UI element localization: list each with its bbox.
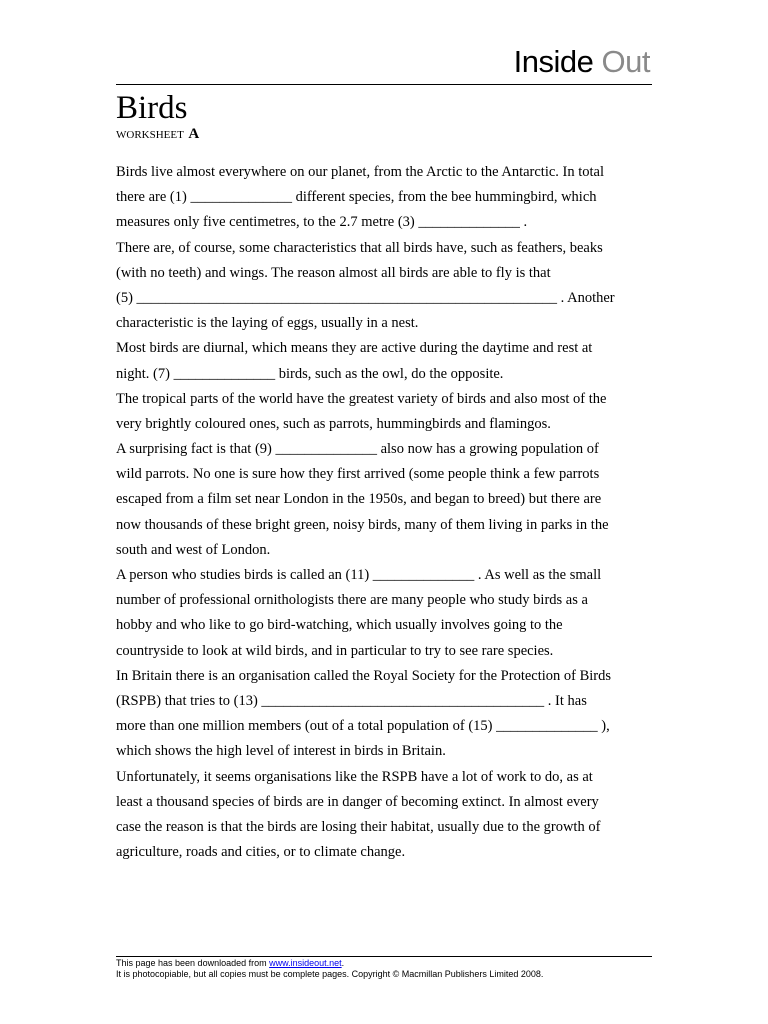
worksheet-label xyxy=(116,126,199,143)
body-line: There are, of course, some characteristics that all birds have, such as feathers, beaks xyxy=(116,239,603,256)
body-line: which shows the high level of interest in birds in Britain. xyxy=(116,743,446,760)
body-line: countryside to look at wild birds, and in particular to try to see rare species. xyxy=(116,642,554,659)
body-line: A surprising fact is that (9) ______________ also now has a growing population of xyxy=(116,441,599,458)
footer-period: . xyxy=(341,958,345,968)
body-line: least a thousand species of birds are in danger of becoming extinct. In almost every xyxy=(116,793,599,810)
footer-line-1 xyxy=(116,958,652,969)
footer xyxy=(116,958,652,980)
body-line: very brightly coloured ones, such as parrots, hummingbirds and flamingos. xyxy=(116,415,551,432)
body-line: now thousands of these bright green, noisy birds, many of them living in parks in the xyxy=(116,516,609,533)
body-line: characteristic is the laying of eggs, usually in a nest. xyxy=(116,315,419,332)
body-line: (RSPB) that tries to (13) _______________________________________ . It has xyxy=(116,692,587,709)
body-line: escaped from a film set near London in the 1950s, and began to breed) but there are xyxy=(116,491,602,508)
body-line: (with no teeth) and wings. The reason almost all birds are able to fly is that xyxy=(116,264,551,281)
body-line: south and west of London. xyxy=(116,541,271,558)
body-line: there are (1) ______________ different species, from the bee hummingbird, which xyxy=(116,189,597,206)
body-line: night. (7) ______________ birds, such as the owl, do the opposite. xyxy=(116,365,504,382)
brand-word-inside: Inside xyxy=(513,44,594,79)
body-line: Most birds are diurnal, which means they are active during the daytime and rest at xyxy=(116,340,593,357)
body-line: (5) __________________________________________________________ . Another xyxy=(116,289,615,306)
body-line: Birds live almost everywhere on our planet, from the Arctic to the Antarctic. In total xyxy=(116,164,605,180)
body-line: In Britain there is an organisation called the Royal Society for the Protection of Birds xyxy=(116,667,612,684)
body-line: wild parrots. No one is sure how they first arrived (some people think a few parrots xyxy=(116,466,600,483)
worksheet-word: WORKSHEET xyxy=(116,129,184,141)
body-line: Unfortunately, it seems organisations like the RSPB have a lot of work to do, as at xyxy=(116,768,593,785)
body-line: A person who studies birds is called an (11) ______________ . As well as the small xyxy=(116,567,602,583)
body-line: number of professional ornithologists there are many people who study birds as a xyxy=(116,592,588,609)
worksheet-letter: A xyxy=(188,126,200,142)
body-line: The tropical parts of the world have the greatest variety of birds and also most of the xyxy=(116,390,607,407)
body-line: more than one million members (out of a total population of (15) ______________ ), xyxy=(116,718,610,735)
footer-divider xyxy=(116,956,652,957)
body-line: measures only five centimetres, to the 2.7 metre (3) ______________ . xyxy=(116,214,528,231)
worksheet-title: Birds xyxy=(116,90,188,126)
footer-copyright: It is photocopiable, but all copies must be complete pages. Copyright © Macmillan Publishers Limited 2008. xyxy=(116,969,544,979)
footer-download-text: This page has been downloaded from xyxy=(116,958,270,968)
body-line: case the reason is that the birds are losing their habitat, usually due to the growth of xyxy=(116,818,601,835)
brand-word-out: Out xyxy=(601,44,650,79)
worksheet-body xyxy=(116,160,652,865)
body-line: hobby and who like to go bird-watching, which usually involves going to the xyxy=(116,617,563,634)
body-line: agriculture, roads and cities, or to climate change. xyxy=(116,844,406,861)
brand-logo xyxy=(514,44,650,80)
insideout-link[interactable]: www.insideout.net xyxy=(269,958,342,968)
header-divider xyxy=(116,84,652,85)
